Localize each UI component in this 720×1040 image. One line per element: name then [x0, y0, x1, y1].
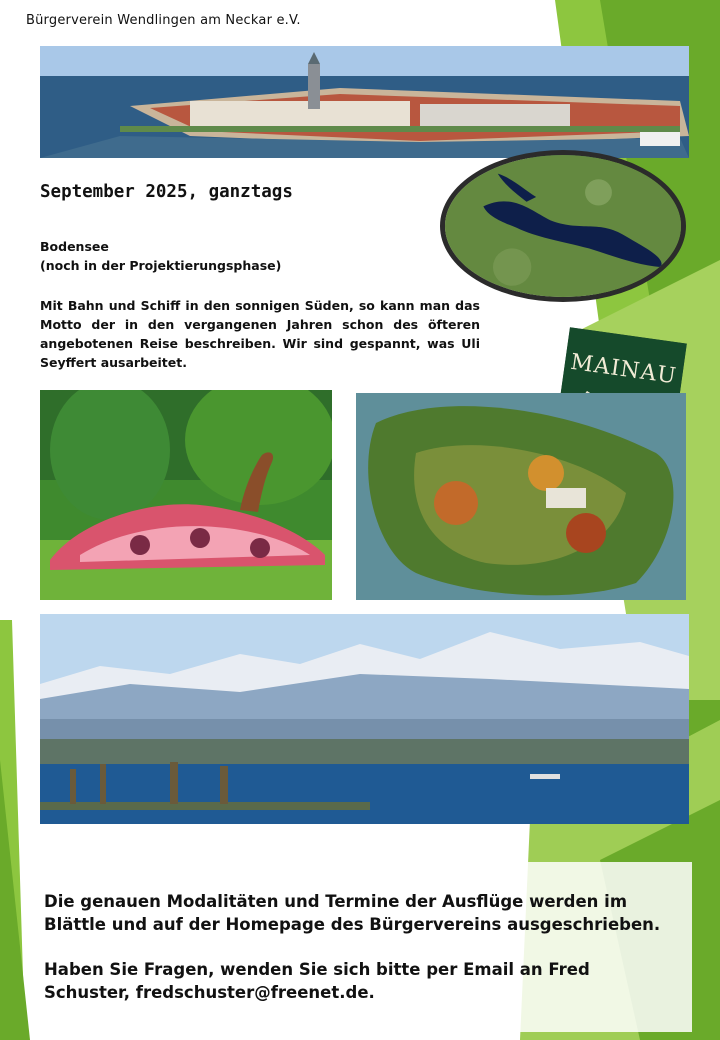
alps-lake-panorama-photo: [40, 614, 689, 824]
mainau-logo-text: MAINAU: [568, 349, 679, 390]
event-date-title: September 2025, ganztags: [40, 182, 293, 202]
flower-peacock-photo: [40, 390, 332, 600]
harbor-panorama-photo: [40, 46, 689, 158]
mainau-island-aerial-photo: [356, 393, 686, 600]
footer-paragraph-announcements: Die genauen Modalitäten und Termine der Ausflüge werden im Blättle und auf der Homepage des Bürgervereins ausgeschrieben.: [44, 892, 661, 934]
event-location: Bodensee: [40, 239, 109, 254]
organization-name: Bürgerverein Wendlingen am Neckar e.V.: [26, 13, 301, 28]
event-location-block: [40, 237, 281, 275]
event-description: Mit Bahn und Schiff in den sonnigen Süden, so kann man das Motto der in den vergangenen Jahren schon des öfteren angebotenen Reise beschreiben. Wir sind gespannt, was Uli Seyffert ausarbeitet.: [40, 298, 480, 370]
footer-paragraph-contact: Haben Sie Fragen, wenden Sie sich bitte per Email an Fred Schuster, fredschuster@freenet.de.: [44, 960, 590, 1002]
lake-satellite-image: [440, 150, 686, 302]
footer-info: [44, 890, 674, 1026]
event-status: (noch in der Projektierungsphase): [40, 258, 282, 273]
